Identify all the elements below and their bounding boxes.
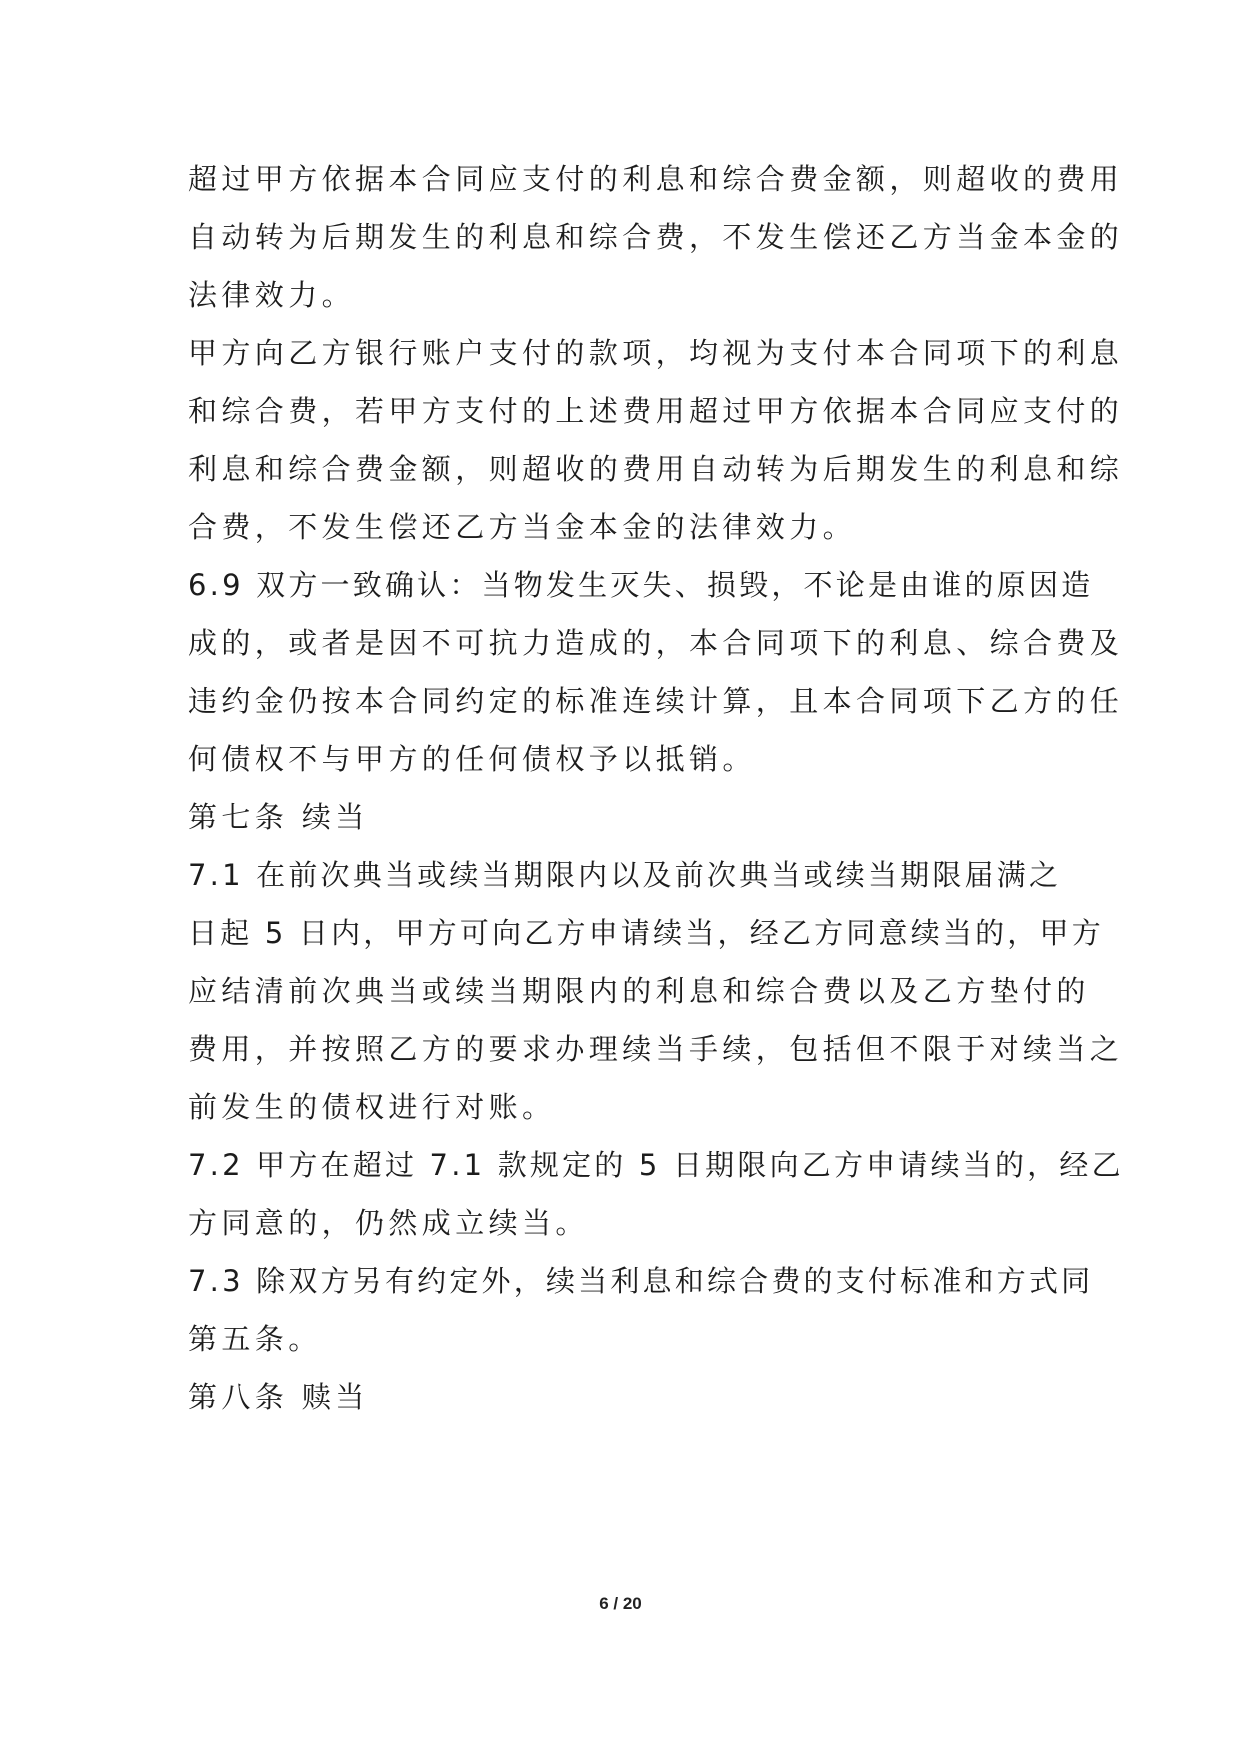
text-line: 法律效力。 xyxy=(188,278,356,312)
article-7-heading: 第七条 续当 xyxy=(188,800,369,834)
article-8-heading: 第八条 赎当 xyxy=(188,1380,369,1414)
text-line: 自动转为后期发生的利息和综合费，不发生偿还乙方当金本金的 xyxy=(188,220,1124,254)
text-line: 利息和综合费金额，则超收的费用自动转为后期发生的利息和综 xyxy=(188,452,1124,486)
text-line: 甲方向乙方银行账户支付的款项，均视为支付本合同项下的利息 xyxy=(188,336,1124,370)
text-line: 日起 5 日内，甲方可向乙方申请续当，经乙方同意续当的，甲方 xyxy=(188,916,1104,950)
document-body xyxy=(188,150,1124,1426)
text-line: 方同意的，仍然成立续当。 xyxy=(188,1206,589,1240)
text-line: 前发生的债权进行对账。 xyxy=(188,1090,556,1124)
text-line: 超过甲方依据本合同应支付的利息和综合费金额，则超收的费用 xyxy=(188,162,1124,196)
text-line: 合费，不发生偿还乙方当金本金的法律效力。 xyxy=(188,510,857,544)
clause-7-2-line: 7.2 甲方在超过 7.1 款规定的 5 日期限向乙方申请续当的，经乙 xyxy=(188,1148,1124,1182)
text-line: 违约金仍按本合同约定的标准连续计算，且本合同项下乙方的任 xyxy=(188,684,1124,718)
text-line: 应结清前次典当或续当期限内的利息和综合费以及乙方垫付的 xyxy=(188,974,1090,1008)
text-line: 成的，或者是因不可抗力造成的，本合同项下的利息、综合费及 xyxy=(188,626,1124,660)
clause-7-3-line: 7.3 除双方另有约定外，续当利息和综合费的支付标准和方式同 xyxy=(188,1264,1094,1298)
text-line: 第五条。 xyxy=(188,1322,322,1356)
text-line: 何债权不与甲方的任何债权予以抵销。 xyxy=(188,742,756,776)
page-number: 6 / 20 xyxy=(599,1594,642,1613)
text-line: 费用，并按照乙方的要求办理续当手续，包括但不限于对续当之 xyxy=(188,1032,1124,1066)
clause-7-1-line: 7.1 在前次典当或续当期限内以及前次典当或续当期限届满之 xyxy=(188,858,1062,892)
text-line: 和综合费，若甲方支付的上述费用超过甲方依据本合同应支付的 xyxy=(188,394,1124,428)
clause-6-9-line: 6.9 双方一致确认：当物发生灭失、损毁，不论是由谁的原因造 xyxy=(188,568,1094,602)
